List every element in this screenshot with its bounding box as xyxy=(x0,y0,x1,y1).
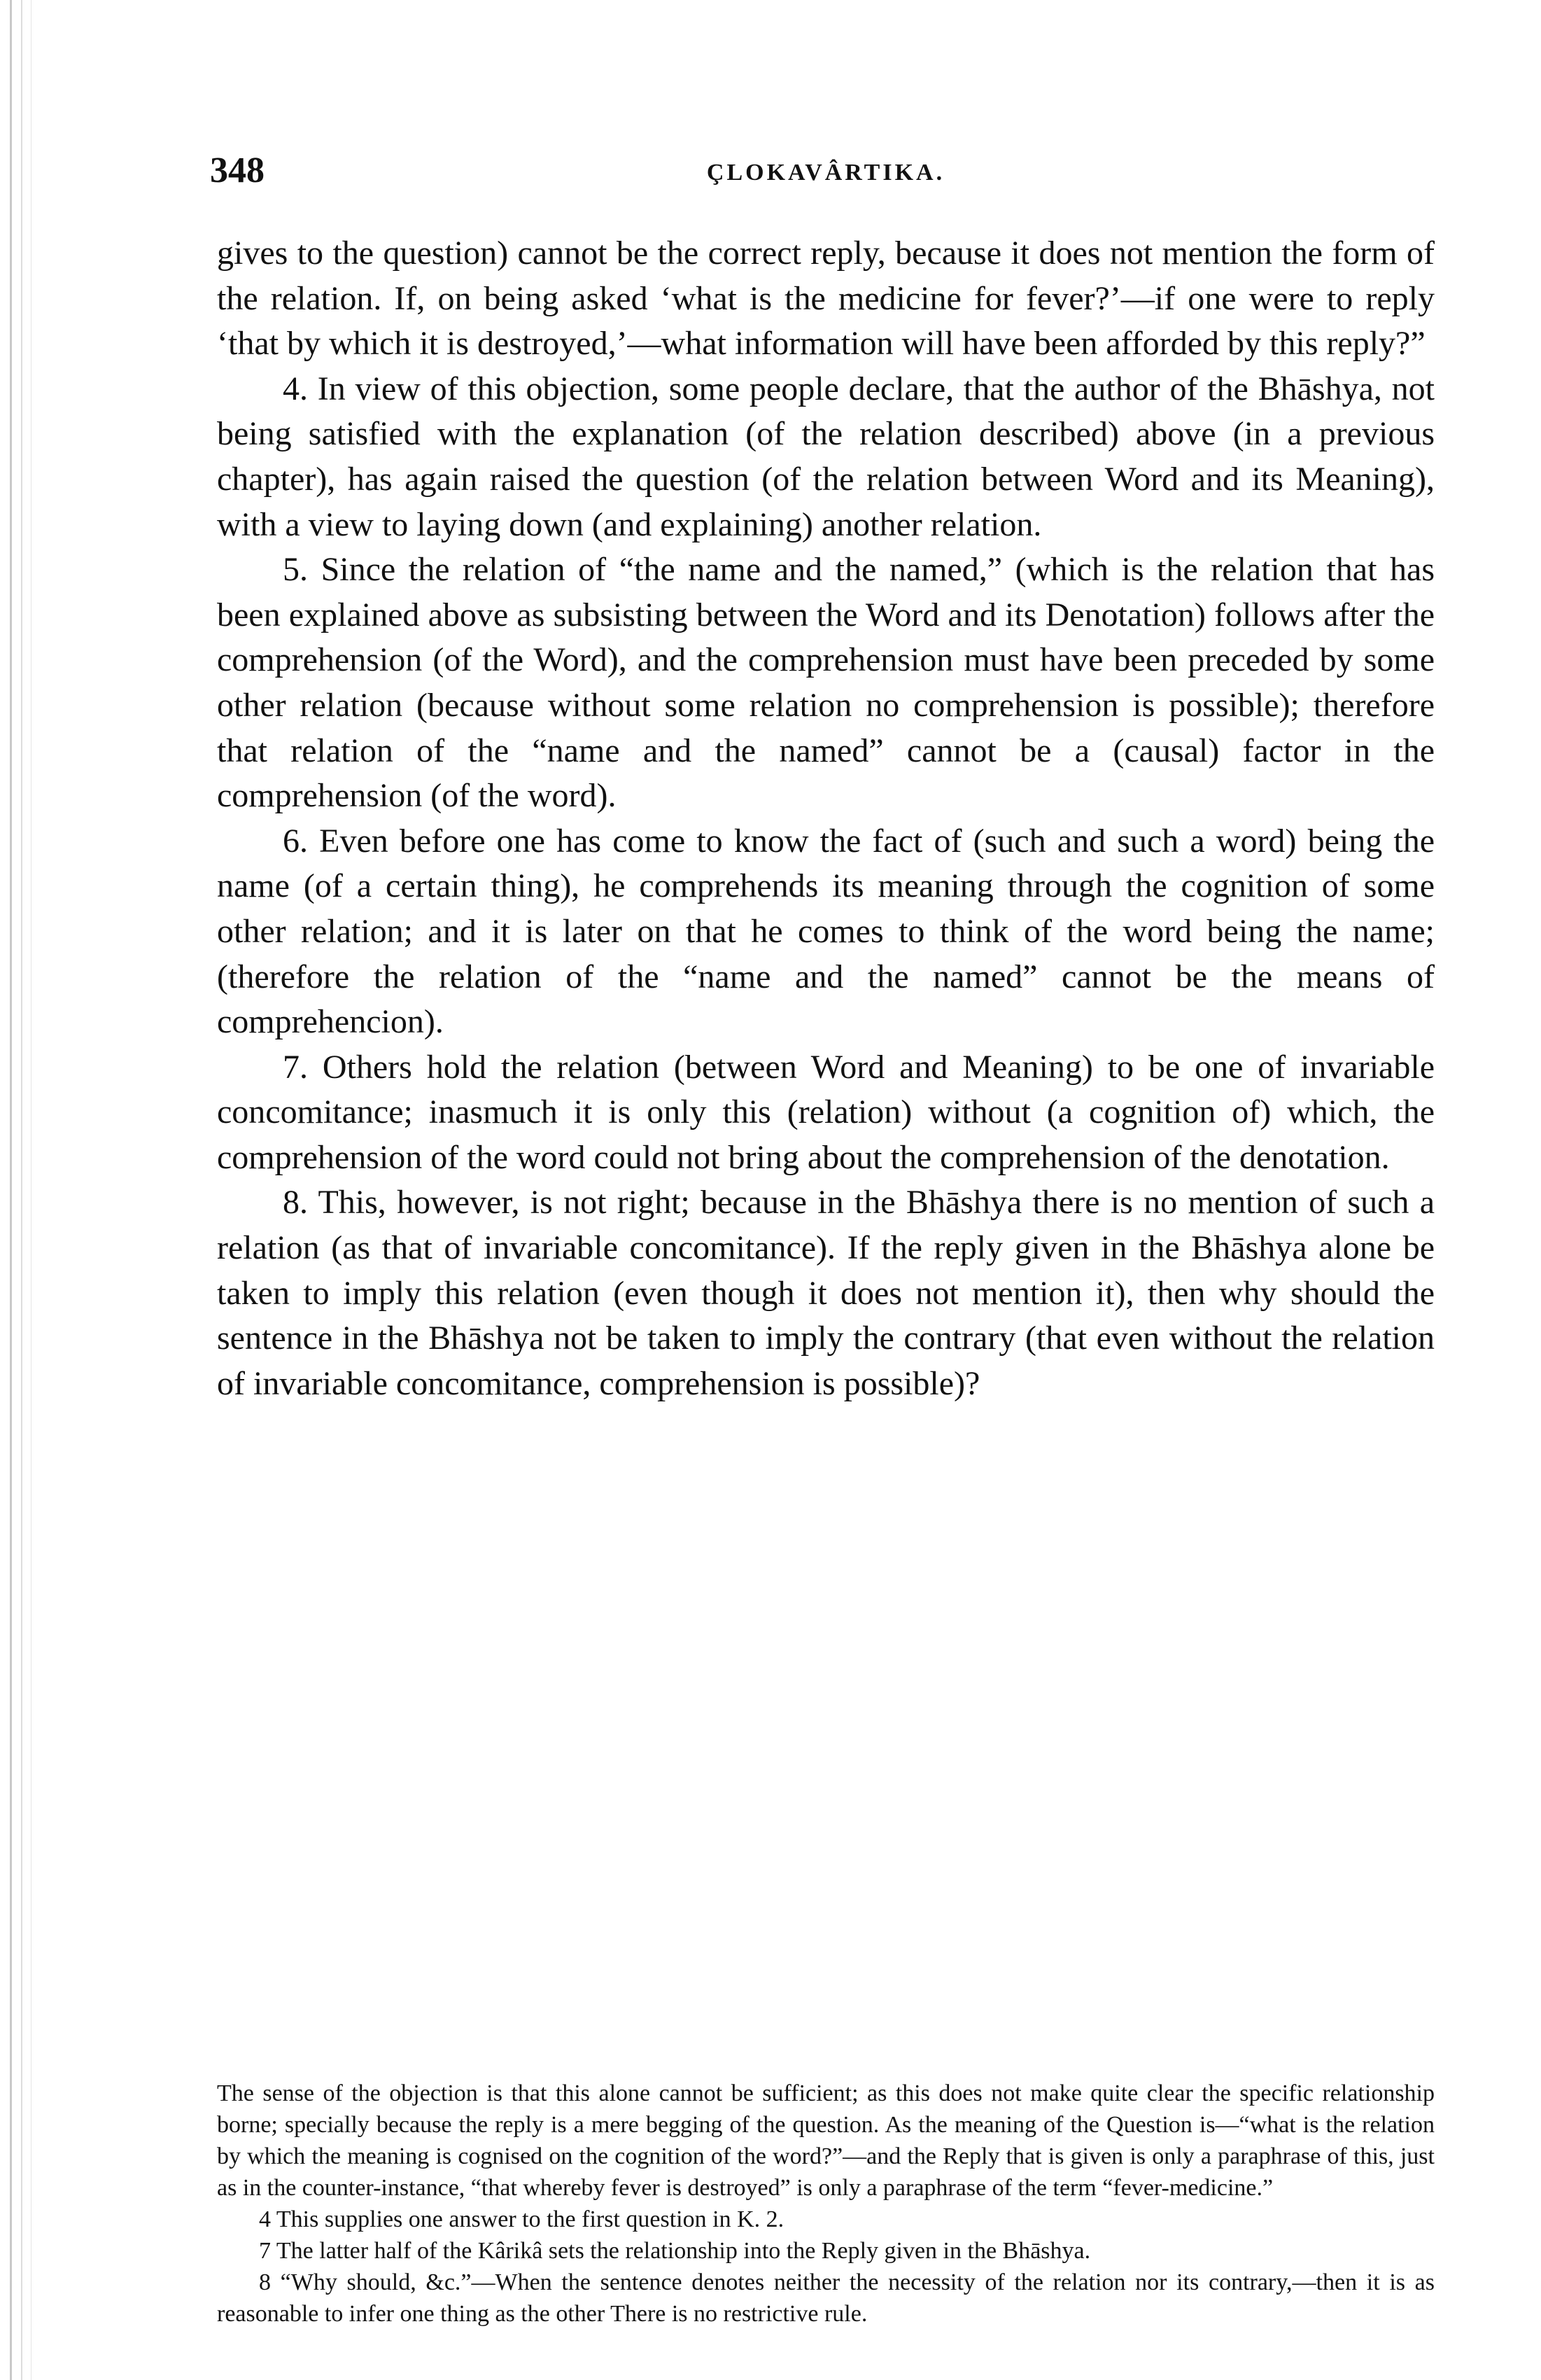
continuation-paragraph: gives to the question) cannot be the correct reply, because it does not mention the form of the relation. If, on being asked ‘what is the medicine for fever?’—if one were to reply ‘that by which it is destroyed,’—what information will have been afforded by this reply?” xyxy=(217,234,1435,363)
running-head: ÇLOKAVÂRTIKA. xyxy=(706,160,945,186)
scan-edge-line xyxy=(10,0,12,2380)
page-number: 348 xyxy=(210,150,265,190)
footnote-7: 7 The latter half of the Kârikâ sets the relationship into the Reply given in the Bhāshya. xyxy=(259,2238,1091,2264)
paragraph-8: 8. This, however, is not right; because in the Bhāshya there is no mention of such a relation (as that of invariable concomitance). If the reply given in the Bhāshya alone be taken to imply this relation (even though it does not mention it), then why should the sentence in the Bhāshya not be taken to imply the contrary (that even without the relation of invariable concomitance, comprehension is possible)? xyxy=(217,1184,1435,1402)
footnote-continuation: The sense of the objection is that this alone cannot be sufficient; as this does not make quite clear the specific relationship borne; specially because the reply is a mere begging of the question. As the meaning of the Question is—“what is the relation by which the meaning is cognised on the cognition of the word?”—and the Reply that is given is only a paraphrase of this, just as in the counter-instance, “that whereby fever is destroyed” is only a paraphrase of the term “fever-medicine.” xyxy=(217,2080,1435,2201)
paragraph-5: 5. Since the relation of “the name and the named,” (which is the relation that has been explained above as subsisting between the Word and its Denotation) follows after the comprehension (of the Word), and the comprehension must have been preceded by some other relation (because without some relation no comprehension is possible); therefore that relation of the “name and the named” cannot be a (causal) factor in the comprehension (of the word). xyxy=(217,551,1435,815)
footnote-4: 4 This supplies one answer to the first question in K. 2. xyxy=(259,2206,784,2232)
paragraph-7: 7. Others hold the relation (between Word and Meaning) to be one of invariable concomitance; inasmuch it is only this (relation) without (a cognition of) which, the comprehension of the word could not bring about the comprehension of the denotation. xyxy=(217,1048,1435,1176)
main-text xyxy=(217,231,1435,1406)
paragraph-4: 4. In view of this objection, some people declare, that the author of the Bhāshya, not being satisfied with the explanation (of the relation described) above (in a previous chapter), has again raised the question (of the relation between Word and its Meaning), with a view to laying down (and explaining) another relation. xyxy=(217,370,1435,543)
page-header xyxy=(210,150,1442,199)
footnote-8: 8 “Why should, &c.”—When the sentence denotes neither the necessity of the relation nor its contrary,—then it is as reasonable to infer one thing as the other There is no restrictive rule. xyxy=(217,2269,1435,2327)
footnotes xyxy=(217,2078,1435,2330)
paragraph-6: 6. Even before one has come to know the fact of (such and such a word) being the name (of a certain thing), he comprehends its meaning through the cognition of some other relation; and it is later on that he comes to think of the word being the name; (therefore the relation of the “name and the named” cannot be the means of comprehencion). xyxy=(217,822,1435,1041)
scan-edge-line xyxy=(21,0,22,2380)
